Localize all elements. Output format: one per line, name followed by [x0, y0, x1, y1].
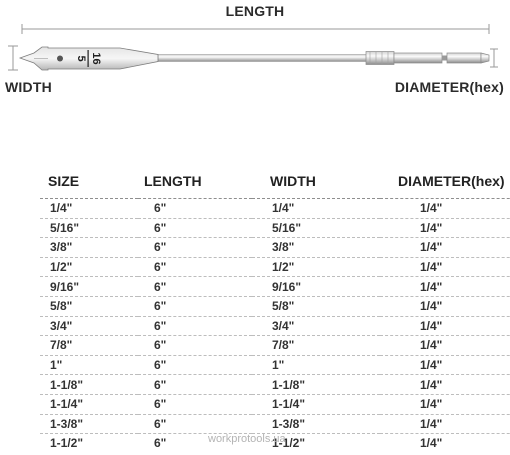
header-length: LENGTH	[144, 173, 202, 189]
cell-size: 1/4"	[40, 199, 138, 219]
table-row	[40, 257, 510, 277]
table-row	[40, 199, 510, 219]
header-size: SIZE	[48, 173, 80, 189]
cell-diameter: 1/4"	[380, 414, 510, 434]
cell-size: 1-1/2"	[40, 434, 138, 453]
table-row	[40, 414, 510, 434]
cell-diameter: 1/4"	[380, 199, 510, 219]
cell-width: 3/8"	[252, 238, 380, 258]
cell-diameter: 1/4"	[380, 316, 510, 336]
table-row	[40, 218, 510, 238]
cell-size: 5/8"	[40, 296, 138, 316]
cell-diameter: 1/4"	[380, 238, 510, 258]
cell-length: 6"	[138, 277, 252, 297]
cell-size: 1-1/4"	[40, 394, 138, 414]
table-header-row	[40, 168, 510, 199]
bit-marking-numerator: 5	[75, 55, 88, 62]
watermark: workprotools.ua	[208, 433, 286, 445]
hex-shank	[366, 52, 489, 65]
diameter-label: DIAMETER(hex)	[394, 79, 504, 95]
cell-length: 6"	[138, 394, 252, 414]
cell-width: 5/16"	[252, 218, 380, 238]
table-row	[40, 355, 510, 375]
cell-width: 1/2"	[252, 257, 380, 277]
cell-size: 9/16"	[40, 277, 138, 297]
cell-width: 1"	[252, 355, 380, 375]
cell-length: 6"	[138, 355, 252, 375]
cell-diameter: 1/4"	[380, 355, 510, 375]
table-row	[40, 394, 510, 414]
table-row	[40, 277, 510, 297]
cell-width: 1-1/4"	[252, 394, 380, 414]
cell-width: 1-1/8"	[252, 375, 380, 395]
bit-shaft	[158, 55, 370, 62]
cell-size: 7/8"	[40, 336, 138, 356]
width-label: WIDTH	[5, 79, 52, 95]
cell-length: 6"	[138, 414, 252, 434]
cell-width: 3/4"	[252, 316, 380, 336]
cell-diameter: 1/4"	[380, 218, 510, 238]
cell-length: 6"	[138, 375, 252, 395]
cell-diameter: 1/4"	[380, 257, 510, 277]
bit-marking-denominator: 16	[90, 52, 103, 65]
cell-size: 1/2"	[40, 257, 138, 277]
cell-diameter: 1/4"	[380, 394, 510, 414]
cell-length: 6"	[138, 218, 252, 238]
cell-size: 3/8"	[40, 238, 138, 258]
header-diameter: DIAMETER(hex)	[398, 173, 505, 189]
cell-length: 6"	[138, 336, 252, 356]
cell-size: 1"	[40, 355, 138, 375]
cell-length: 6"	[138, 257, 252, 277]
cell-width: 1-3/8"	[252, 414, 380, 434]
cell-width: 9/16"	[252, 277, 380, 297]
cell-size: 1-3/8"	[40, 414, 138, 434]
table-row	[40, 316, 510, 336]
cell-size: 1-1/8"	[40, 375, 138, 395]
table-row	[40, 296, 510, 316]
cell-size: 5/16"	[40, 218, 138, 238]
cell-length: 6"	[138, 199, 252, 219]
table-row	[40, 375, 510, 395]
cell-length: 6"	[138, 238, 252, 258]
cell-width: 5/8"	[252, 296, 380, 316]
cell-diameter: 1/4"	[380, 296, 510, 316]
width-dimension	[8, 46, 18, 70]
cell-diameter: 1/4"	[380, 277, 510, 297]
cell-size: 3/4"	[40, 316, 138, 336]
cell-length: 6"	[138, 296, 252, 316]
length-label: LENGTH	[225, 3, 285, 19]
cell-diameter: 1/4"	[380, 434, 510, 453]
cell-diameter: 1/4"	[380, 336, 510, 356]
diameter-dimension	[490, 49, 498, 67]
blade-hole	[57, 56, 63, 62]
table-row	[40, 238, 510, 258]
spade-bit-diagram	[0, 0, 510, 110]
cell-width: 7/8"	[252, 336, 380, 356]
cell-length: 6"	[138, 316, 252, 336]
cell-diameter: 1/4"	[380, 375, 510, 395]
spec-table	[40, 168, 510, 453]
length-dimension	[22, 24, 489, 34]
cell-width: 1/4"	[252, 199, 380, 219]
table-row	[40, 336, 510, 356]
cell-length: 6"	[138, 434, 252, 453]
header-width: WIDTH	[270, 173, 316, 189]
cell-width: 1-1/2"	[252, 434, 380, 453]
